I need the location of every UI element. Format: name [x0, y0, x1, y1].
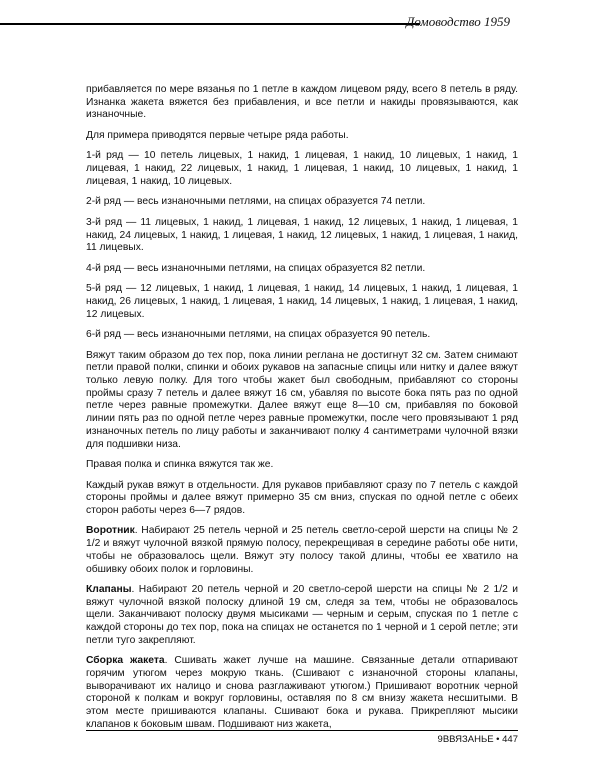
- page-body: [86, 84, 518, 732]
- paragraph: 6-й ряд — весь изнаночными петлями, на спицах образуется 90 петель.: [86, 329, 431, 341]
- paragraph-klapany: [86, 584, 518, 648]
- paragraph-sborka: [86, 655, 518, 731]
- paragraph: Правая полка и спинка вяжутся так же.: [86, 459, 274, 471]
- paragraph: 3-й ряд — 11 лицевых, 1 накид, 1 лицевая, 1 накид, 12 лицевых, 1 накид, 1 лицевая, 1 накид, 24 лицевых, 1 накид, 1 лицевая, 1 накид, 12 лицевых, 1 накид, 1 лицевая, 1 накид, 11 лицевых.: [86, 216, 518, 254]
- paragraph-vorotnik: [86, 525, 518, 576]
- paragraph: Для примера приводятся первые четыре ряда работы.: [86, 129, 349, 141]
- paragraph-lead: Сборка жакета: [86, 655, 165, 667]
- paragraph-lead: Клапаны: [86, 584, 132, 596]
- paragraph-text: . Сшивать жакет лучше на машине. Связанные детали отпаривают горячим утюгом через мокрую ткань. (Сшивают с изнаночной стороны клапаны, выворачивают их налицо и снова разглаживают утюгом.) Пришивают воротник черной стороной к полкам и вокруг горловины, оставляя по 8 см внизу жакета несшитыми. В этом месте пришиваются клапаны. Сшивают бока и рукава. Прикрепляют мысики клапанов к боковым швам. Подшивают низ жакета,: [86, 655, 518, 730]
- paragraph-text: . Набирают 20 петель черной и 20 светло-серой шерсти на спицы № 2 1/2 и вяжут чулочной вязкой полоску длиной 19 см, следя за тем, чтобы не образовалось щели. Заканчивают полоску двумя мысиками — черным и серым, спуская по 1 петле с каждой стороны до тех пор, пока на спицах не останется по 1 черной и 1 серой петле; эти петли туго закрепляют.: [86, 584, 518, 646]
- running-header: [0, 12, 600, 34]
- paragraph: Вяжут таким образом до тех пор, пока линии реглана не достигнут 32 см. Затем снимают петли правой полки, спинки и обоих рукавов на запасные спицы или нитку и далее вяжут только левую полку. Для того чтобы жакет был свободным, прибавляют со стороны проймы сразу 7 петель и далее вяжут 16 см, убавляя по высоте бока пять раз по одной петле через равные промежутки. Далее вяжут еще 8—10 см, прибавляя по боковой линии пять раз по одной петле через равные промежутки, после чего провязывают 1 ряд изнаночных петель по лицу работы и заканчивают полку 4 сантиметрами чулочной вязки для подшивки низа.: [86, 349, 518, 450]
- paragraph: 2-й ряд — весь изнаночными петлями, на спицах образуется 74 петли.: [86, 196, 426, 208]
- header-title: Домоводство 1959: [406, 14, 510, 29]
- footer-rule: [86, 730, 518, 731]
- header-rule: [0, 23, 420, 25]
- paragraph: прибавляется по мере вязанья по 1 петле в каждом лицевом ряду, всего 8 петель в ряду. Изнанка жакета вяжется без прибавления, и все петли и накиды провязываются, как изнаночные.: [86, 84, 518, 121]
- footer-page-label: 9ВВЯЗАНЬЕ • 447: [437, 734, 518, 745]
- paragraph: 5-й ряд — 12 лицевых, 1 накид, 1 лицевая, 1 накид, 14 лицевых, 1 накид, 1 лицевая, 1 накид, 26 лицевых, 1 накид, 1 лицевая, 1 накид, 14 лицевых, 1 накид, 1 лицевая, 1 накид, 12 лицевых.: [86, 283, 518, 320]
- paragraph: Каждый рукав вяжут в отдельности. Для рукавов прибавляют сразу по 7 петель с каждой стороны проймы и далее вяжут примерно 35 см вниз, спуская по одной петле с обеих сторон работы через 6—7 рядов.: [86, 479, 518, 516]
- paragraph: 4-й ряд — весь изнаночными петлями, на спицах образуется 82 петли.: [86, 262, 426, 274]
- paragraph-text: . Набирают 25 петель черной и 25 петель светло-серой шерсти на спицы № 2 1/2 и вяжут чулочной вязкой прямую полосу, перекрещивая в середине работы обе нити, чтобы не образовалось щели. Вяжут эту полосу такой длины, чтобы ее хватило на обшивку обоих полок и горловины.: [86, 525, 518, 575]
- paragraph: 1-й ряд — 10 петель лицевых, 1 накид, 1 лицевая, 1 накид, 10 лицевых, 1 накид, 1 лицевая, 1 накид, 22 лицевых, 1 накид, 1 лицевая, 1 накид, 10 лицевых, 1 накид, 1 лицевая, 1 накид, 10 лицевых.: [86, 150, 518, 187]
- paragraph-lead: Воротник: [86, 525, 135, 537]
